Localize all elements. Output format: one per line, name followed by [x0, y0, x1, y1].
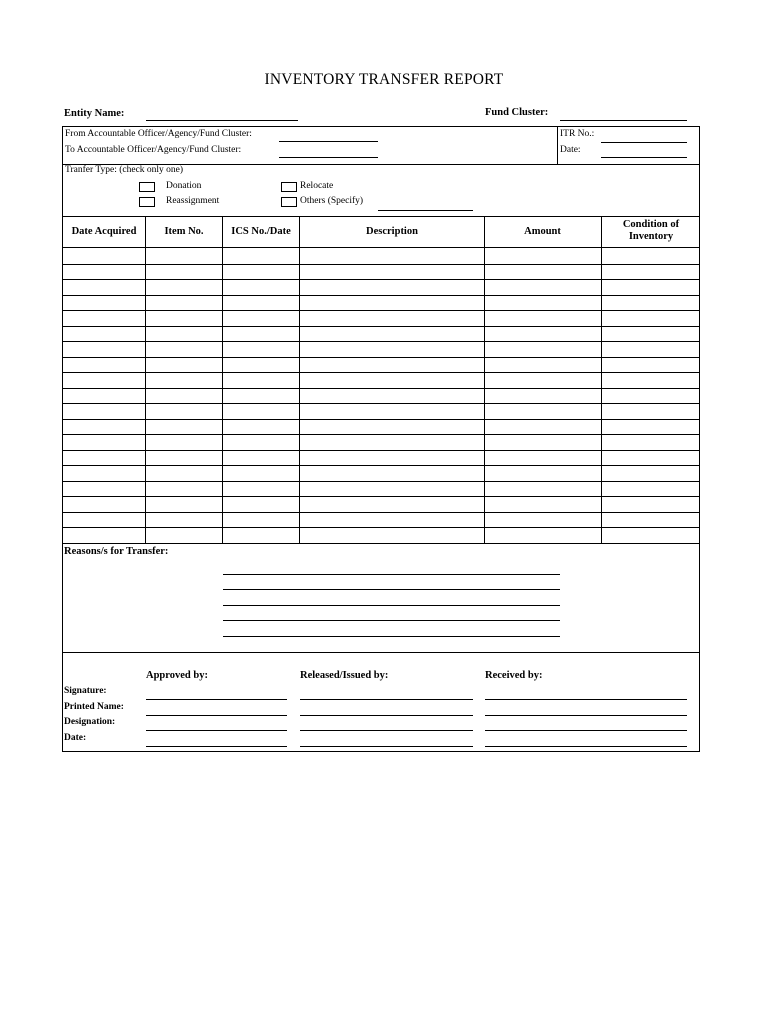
table-row — [63, 341, 699, 342]
form-title: INVENTORY TRANSFER REPORT — [264, 71, 504, 88]
table-row — [63, 264, 699, 265]
itr-divider — [557, 127, 558, 165]
approved-by-label: Approved by: — [146, 670, 208, 681]
released-printed-name-field[interactable] — [300, 715, 473, 716]
approved-signature-field[interactable] — [146, 699, 287, 700]
column-divider — [299, 217, 300, 544]
to-officer-label: To Accountable Officer/Agency/Fund Cluster: — [65, 145, 242, 155]
table-row — [63, 450, 699, 451]
reassignment-checkbox[interactable] — [139, 197, 155, 207]
col-header-amount: Amount — [524, 226, 561, 237]
donation-label: Donation — [166, 181, 202, 191]
received-signature-field[interactable] — [485, 699, 687, 700]
col-header-date-acquired: Date Acquired — [71, 226, 137, 237]
section-divider — [63, 543, 699, 544]
column-divider — [601, 217, 602, 544]
released-designation-field[interactable] — [300, 730, 473, 731]
from-officer-label: From Accountable Officer/Agency/Fund Cluster: — [65, 129, 252, 139]
table-row — [63, 372, 699, 373]
relocate-checkbox[interactable] — [281, 182, 297, 192]
table-row — [63, 403, 699, 404]
released-date-field[interactable] — [300, 746, 473, 747]
column-divider — [484, 217, 485, 544]
table-row — [63, 279, 699, 280]
transfer-type-label: Tranfer Type: (check only one) — [65, 165, 184, 175]
table-row — [63, 357, 699, 358]
fund-cluster-label: Fund Cluster: — [485, 107, 549, 118]
col-header-description: Description — [366, 226, 418, 237]
table-row — [63, 310, 699, 311]
approved-printed-name-field[interactable] — [146, 715, 287, 716]
col-header-condition: Condition of Inventory — [622, 219, 680, 242]
form-outer-box — [62, 126, 700, 752]
column-divider — [145, 217, 146, 544]
table-row — [63, 388, 699, 389]
table-row — [63, 481, 699, 482]
signatory-date-label: Date: — [64, 733, 87, 743]
approved-date-field[interactable] — [146, 746, 287, 747]
released-signature-field[interactable] — [300, 699, 473, 700]
entity-name-label: Entity Name: — [64, 108, 125, 119]
reason-line[interactable] — [223, 620, 560, 621]
table-row — [63, 465, 699, 466]
fund-cluster-field[interactable] — [560, 120, 687, 121]
others-specify-field[interactable] — [378, 210, 473, 211]
table-row — [63, 295, 699, 296]
to-officer-field[interactable] — [279, 157, 378, 158]
table-row — [63, 512, 699, 513]
released-by-label: Released/Issued by: — [300, 670, 389, 681]
reason-line[interactable] — [223, 605, 560, 606]
table-header-divider — [63, 247, 699, 248]
table-row — [63, 527, 699, 528]
others-checkbox[interactable] — [281, 197, 297, 207]
col-header-ics-no: ICS No./Date — [231, 226, 291, 237]
signature-label: Signature: — [64, 686, 107, 696]
col-header-item-no: Item No. — [164, 226, 204, 237]
printed-name-label: Printed Name: — [64, 702, 124, 712]
donation-checkbox[interactable] — [139, 182, 155, 192]
itr-no-field[interactable] — [601, 142, 687, 143]
section-divider — [63, 216, 699, 217]
relocate-label: Relocate — [300, 181, 334, 191]
table-row — [63, 419, 699, 420]
from-officer-field[interactable] — [279, 141, 378, 142]
approved-designation-field[interactable] — [146, 730, 287, 731]
reasons-label: Reasons/s for Transfer: — [64, 546, 169, 557]
table-row — [63, 326, 699, 327]
received-printed-name-field[interactable] — [485, 715, 687, 716]
section-divider — [63, 652, 699, 653]
column-divider — [222, 217, 223, 544]
reason-line[interactable] — [223, 574, 560, 575]
itr-date-field[interactable] — [601, 157, 687, 158]
designation-label: Designation: — [64, 717, 116, 727]
itr-no-label: ITR No.: — [560, 129, 595, 139]
others-label: Others (Specify) — [300, 196, 364, 206]
itr-date-label: Date: — [560, 145, 581, 155]
received-date-field[interactable] — [485, 746, 687, 747]
received-designation-field[interactable] — [485, 730, 687, 731]
reassignment-label: Reassignment — [166, 196, 220, 206]
reason-line[interactable] — [223, 636, 560, 637]
received-by-label: Received by: — [485, 670, 543, 681]
table-row — [63, 434, 699, 435]
entity-name-field[interactable] — [146, 120, 298, 121]
table-row — [63, 496, 699, 497]
reason-line[interactable] — [223, 589, 560, 590]
